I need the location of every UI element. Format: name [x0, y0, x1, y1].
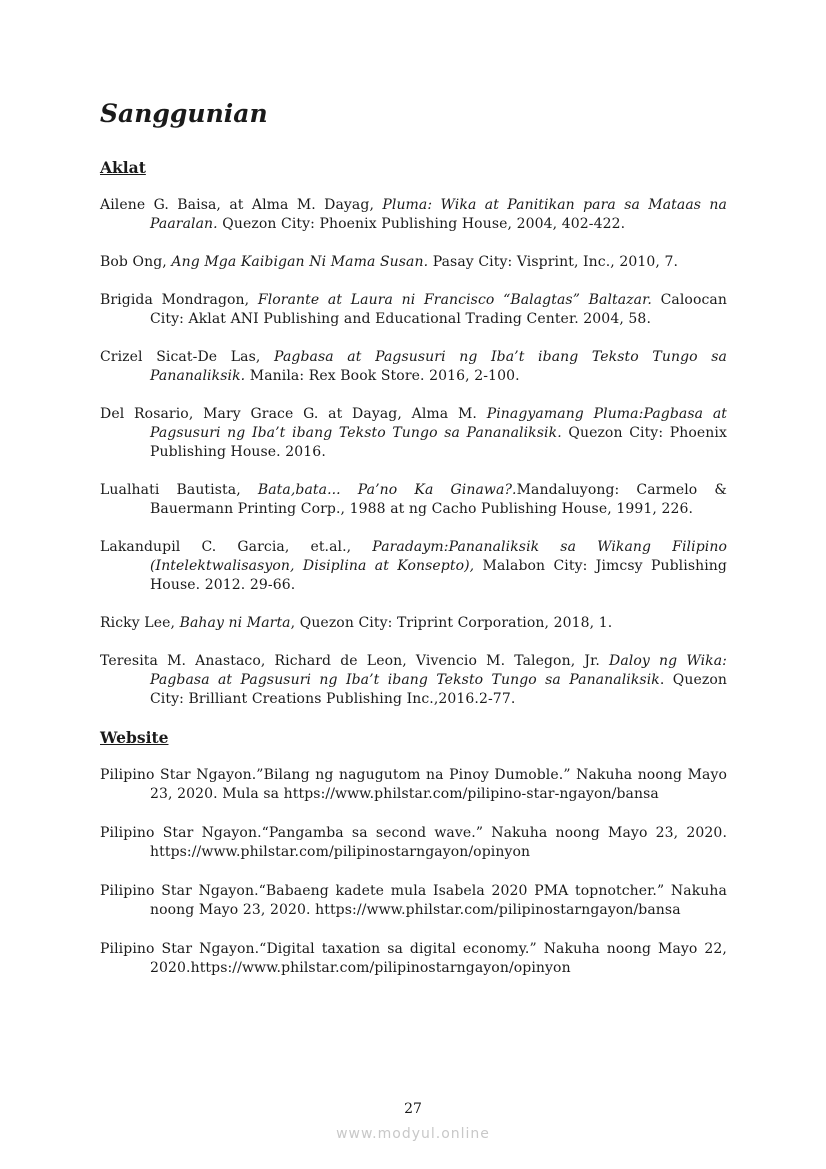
entry-publication: Malabon City: Jimcsy Publishing House. 2012. 29-66.	[150, 558, 727, 593]
website-entry: Pilipino Star Ngayon.“Pangamba sa second wave.” Nakuha noong Mayo 23, 2020. https://www.philstar.com/pilipinostarngayon/opinyon	[100, 825, 727, 860]
entry-publication: Caloocan City: Aklat ANI Publishing and Educational Trading Center. 2004, 58.	[150, 292, 727, 327]
references-page	[100, 96, 727, 998]
book-entry	[100, 652, 727, 709]
entry-author: Brigida Mondragon,	[100, 292, 258, 308]
book-entry	[100, 348, 727, 386]
entry-title: Paradaym:Pananaliksik sa Wikang Filipino (Intelektwalisasyon, Disiplina at Konsepto),	[150, 539, 727, 574]
entry-publication: Mandaluyong: Carmelo & Bauermann Printing Corp., 1988 at ng Cacho Publishing House, 1991, 226.	[150, 482, 727, 517]
entry-title: Daloy ng Wika: Pagbasa at Pagsusuri ng Iba’t ibang Teksto Tungo sa Pananaliksik	[150, 653, 727, 688]
entry-author: Bob Ong,	[100, 254, 172, 270]
entry-title: Florante at Laura ni Francisco “Balagtas” Baltazar.	[257, 292, 652, 308]
entry-publication: Quezon City: Phoenix Publishing House, 2004, 402-422.	[217, 216, 626, 232]
page-title: Sanggunian	[100, 99, 268, 128]
entry-author: Ailene G. Baisa, at Alma M. Dayag,	[100, 197, 383, 213]
entry-publication: , Quezon City: Triprint Corporation, 2018, 1.	[290, 615, 613, 631]
entry-author: Lualhati Bautista,	[100, 482, 258, 498]
website-entry: Pilipino Star Ngayon.“Babaeng kadete mula Isabela 2020 PMA topnotcher.” Nakuha noong Mayo 23, 2020. https://www.philstar.com/pilipinostarngayon/bansa	[100, 883, 727, 918]
page-number: 27	[404, 1101, 422, 1117]
entry-publication: Quezon City: Phoenix Publishing House. 2016.	[150, 425, 727, 460]
entry-author: Lakandupil C. Garcia, et.al.,	[100, 539, 373, 555]
book-entry	[100, 291, 727, 329]
entry-title: Ang Mga Kaibigan Ni Mama Susan.	[171, 254, 429, 270]
watermark: www.modyul.online	[336, 1126, 490, 1142]
book-entry	[100, 253, 727, 272]
entry-author: Del Rosario, Mary Grace G. at Dayag, Alma M.	[100, 406, 487, 422]
entry-publication: Pasay City: Visprint, Inc., 2010, 7.	[428, 254, 679, 270]
websites-section	[100, 728, 727, 978]
book-entry	[100, 614, 727, 633]
entry-title: Pagbasa at Pagsusuri ng Iba’t ibang Teksto Tungo sa Pananaliksik.	[150, 349, 727, 384]
entry-title: Pluma: Wika at Panitikan para sa Mataas na Paaralan.	[150, 197, 727, 232]
entry-publication: . Quezon City: Brilliant Creations Publishing Inc.,2016.2-77.	[150, 672, 727, 707]
website-entry: Pilipino Star Ngayon.”Bilang ng nagugutom na Pinoy Dumoble.” Nakuha noong Mayo 23, 2020. Mula sa https://www.philstar.com/pilipino-star-ngayon/bansa	[100, 767, 727, 802]
websites-heading: Website	[100, 728, 169, 747]
book-entry	[100, 196, 727, 234]
entry-title: Bata,bata... Pa’no Ka Ginawa?.	[257, 482, 517, 498]
book-entry	[100, 481, 727, 519]
entry-publication: Manila: Rex Book Store. 2016, 2-100.	[245, 368, 520, 384]
entry-author: Ricky Lee,	[100, 615, 180, 631]
books-heading: Aklat	[100, 158, 146, 177]
entry-title: Pinagyamang Pluma:Pagbasa at Pagsusuri ng Iba’t ibang Teksto Tungo sa Pananaliksik.	[150, 406, 727, 441]
website-entry: Pilipino Star Ngayon.“Digital taxation sa digital economy.” Nakuha noong Mayo 22, 2020.https://www.philstar.com/pilipinostarngayon/opinyon	[100, 941, 727, 976]
book-entry	[100, 538, 727, 595]
books-section	[100, 158, 727, 709]
entry-author: Crizel Sicat-De Las,	[100, 349, 275, 365]
entry-author: Teresita M. Anastaco, Richard de Leon, Vivencio M. Talegon, Jr.	[100, 653, 610, 669]
entry-title: Bahay ni Marta	[179, 615, 291, 631]
book-entry	[100, 405, 727, 462]
